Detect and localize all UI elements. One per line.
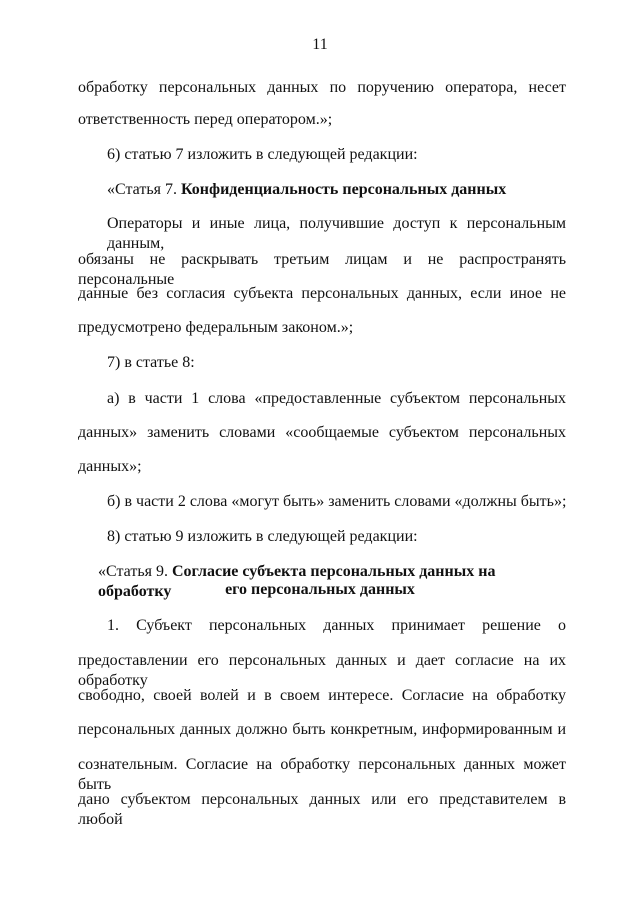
text-line: свободно, своей волей и в своем интересе. Согласие на обработку: [78, 687, 566, 704]
text-line: дано субъектом персональных данных или его представителем в любой: [78, 791, 566, 828]
text-line: ответственность перед оператором.»;: [78, 111, 333, 128]
text-line: а) в части 1 слова «предоставленные субъектом персональных: [107, 390, 566, 407]
article-7-title: Конфиденциальность персональных данных: [180, 181, 507, 198]
text-line: обработку персональных данных по поручению оператора, несет: [78, 79, 566, 96]
text-line: 1. Субъект персональных данных принимает решение о: [107, 617, 566, 634]
article-7-number: «Статья 7.: [107, 181, 177, 198]
text-line: обязаны не раскрывать третьим лицам и не распространять персональные: [78, 251, 566, 288]
text-line: данных» заменить словами «сообщаемые субъектом персональных: [78, 424, 566, 441]
text-line: данных»;: [78, 458, 142, 475]
text-line: 8) статью 9 изложить в следующей редакции:: [107, 528, 418, 545]
page-number: 11: [312, 36, 328, 53]
text-line: Операторы и иные лица, получившие доступ к персональным данным,: [107, 215, 566, 252]
text-line: персональных данных должно быть конкретным, информированным и: [78, 721, 566, 738]
text-line: данные без согласия субъекта персональных данных, если иное не: [78, 285, 566, 302]
article-9-title: Согласие субъекта персональных данных на обработку: [98, 563, 496, 600]
article-9-number: «Статья 9.: [98, 563, 168, 580]
text-line: сознательным. Согласие на обработку персональных данных может быть: [78, 756, 566, 793]
text-line: предоставлении его персональных данных и дает согласие на их обработку: [78, 652, 566, 689]
text-line: 7) в статье 8:: [107, 354, 195, 371]
article-7-heading: [107, 180, 566, 200]
text-line: предусмотрено федеральным законом.»;: [78, 319, 354, 336]
text-line: 6) статью 7 изложить в следующей редакции:: [107, 146, 418, 163]
text-line: б) в части 2 слова «могут быть» заменить словами «должны быть»;: [107, 493, 567, 510]
article-9-title-continuation: его персональных данных: [225, 581, 415, 598]
